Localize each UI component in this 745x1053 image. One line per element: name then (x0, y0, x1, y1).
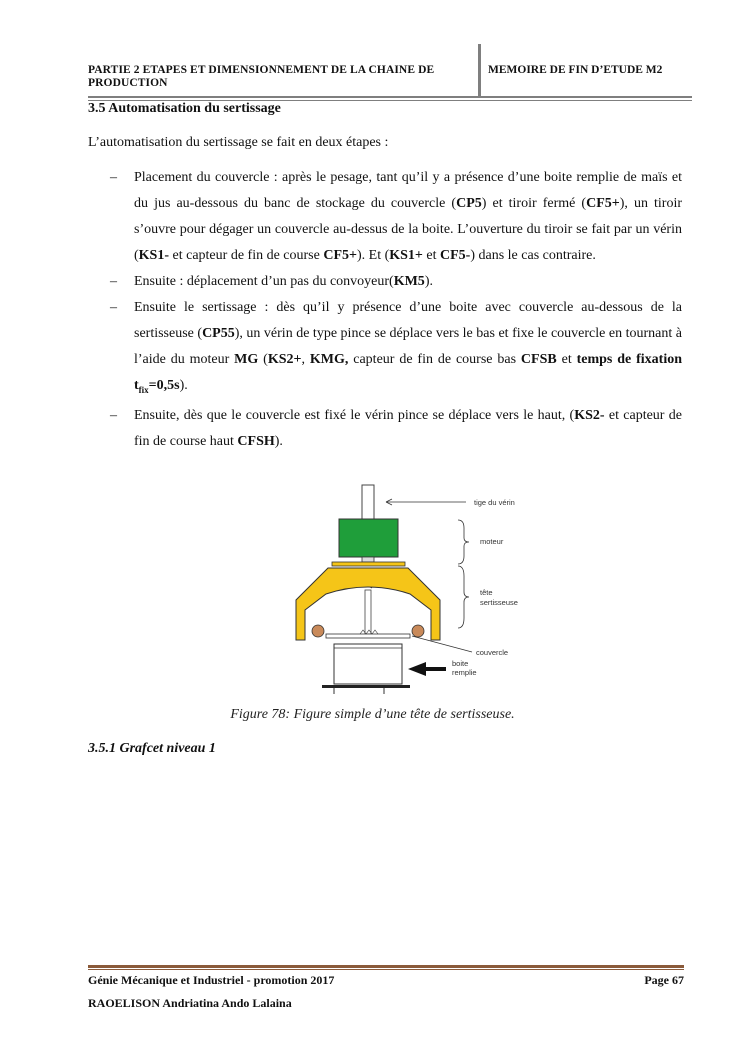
text: ( (258, 352, 268, 367)
conveyor-base (322, 685, 410, 688)
bold-term: KS1+ (389, 248, 423, 263)
text: ). Et ( (356, 248, 390, 263)
bold-term: KM5 (393, 274, 425, 289)
label-tete: tête (480, 588, 493, 597)
text: Ensuite le sertissage : dès qu’il y présence d’une boite avec couvercle au-dessous de la sertisseuse ( (134, 300, 682, 341)
pointer-line (412, 636, 472, 652)
page-number: Page 67 (644, 973, 684, 987)
bold-term: CFSH (237, 433, 275, 449)
steps-list (88, 165, 682, 455)
bold-term: KMG, (309, 352, 349, 367)
motor-block (339, 519, 398, 557)
text: ). (179, 378, 188, 393)
label-tige: tige du vérin (474, 498, 515, 507)
text: ) dans le cas contraire. (470, 248, 596, 263)
text: ) et tiroir fermé ( (481, 196, 587, 211)
bold-term: CP55 (202, 326, 235, 341)
text: et (422, 248, 441, 263)
header-rule (88, 96, 692, 98)
bold-term: temps de fixation t (134, 352, 683, 393)
text: Ensuite, dès que le couvercle est fixé le vérin pince se déplace vers le haut, ( (134, 407, 575, 423)
brace-icon (458, 520, 469, 564)
text: ). (274, 433, 283, 449)
brace-icon (458, 566, 469, 628)
right-roller (412, 625, 424, 637)
bold-term: KS2+ (267, 352, 302, 367)
header-memoire-title: MEMOIRE DE FIN D’ETUDE M2 (488, 64, 663, 76)
lid (326, 634, 410, 638)
coupling (362, 557, 374, 562)
list-item (88, 295, 682, 403)
inner-shaft (365, 590, 371, 634)
sertisseuse-diagram (286, 482, 546, 697)
text: Placement du couvercle : après le pesage, tant qu’il y a présence d’une boite remplie de maïs et du jus au-dessous du banc de stockage du couvercle ( (134, 170, 682, 211)
dash-bullet-icon: – (110, 274, 117, 289)
list-item (88, 165, 682, 269)
dash-bullet-icon: – (110, 300, 117, 315)
header-separator (478, 44, 481, 98)
text: et (556, 352, 577, 367)
text: ), un tiroir s’ouvre pour dégager un couvercle au-dessus de la boite. L’ouverture du tiroir se fait par un vérin ( (134, 196, 683, 263)
footer-author: RAOELISON Andriatina Ando Lalaina (88, 996, 292, 1010)
arrow-left-icon (408, 662, 426, 676)
list-item (88, 403, 682, 455)
bold-term: CF5+ (586, 196, 620, 211)
subscript: fix (138, 384, 149, 395)
text: Ensuite : déplacement d’un pas du convoyeur( (134, 274, 394, 289)
text: et capteur de fin de course haut (134, 407, 683, 449)
page-header (88, 44, 692, 98)
label-boite: boite (452, 659, 469, 668)
bold-term: CF5- (440, 248, 471, 263)
label-sertisseuse: sertisseuse (480, 598, 518, 607)
text: ), un vérin de type pince se déplace vers le bas et fixe le couvercle en tournant à l’aide du moteur (134, 326, 682, 367)
label-couvercle: couvercle (476, 648, 509, 657)
left-roller (312, 625, 324, 637)
label-remplie: remplie (452, 668, 477, 677)
bold-term: CF5+ (323, 248, 357, 263)
header-part-title: PARTIE 2 ETAPES ET DIMENSIONNEMENT DE LA CHAINE DE PRODUCTION (88, 64, 435, 89)
label-moteur: moteur (480, 537, 504, 546)
sertisseuse-figure (286, 482, 546, 697)
dash-bullet-icon: – (110, 170, 117, 185)
bold-term: MG (234, 352, 259, 367)
section-title: 3.5 Automatisation du sertissage (88, 101, 281, 116)
text: ). (424, 274, 433, 289)
piston-rod (362, 485, 374, 520)
dash-bullet-icon: – (110, 407, 117, 423)
subsection-title: 3.5.1 Grafcet niveau 1 (88, 741, 216, 756)
footer-rule-thin (88, 969, 684, 970)
figure-caption: Figure 78: Figure simple d’une tête de sertisseuse. (230, 707, 515, 722)
list-item (88, 269, 682, 295)
bold-term: =0,5s (148, 378, 180, 393)
text: et capteur de fin de course (169, 248, 324, 263)
footer-rule (88, 965, 684, 968)
bold-term: CFSB (520, 352, 557, 367)
head-top-bar (332, 562, 405, 566)
bold-term: KS2- (574, 407, 605, 423)
text: , (301, 352, 310, 367)
bold-term: KS1- (138, 248, 170, 263)
intro-paragraph: L’automatisation du sertissage se fait en deux étapes : (88, 135, 389, 150)
text: capteur de fin de course bas (348, 352, 521, 367)
filled-can (334, 644, 402, 684)
bold-term: CP5 (456, 196, 482, 211)
footer-program: Génie Mécanique et Industriel - promotion 2017 (88, 973, 335, 987)
